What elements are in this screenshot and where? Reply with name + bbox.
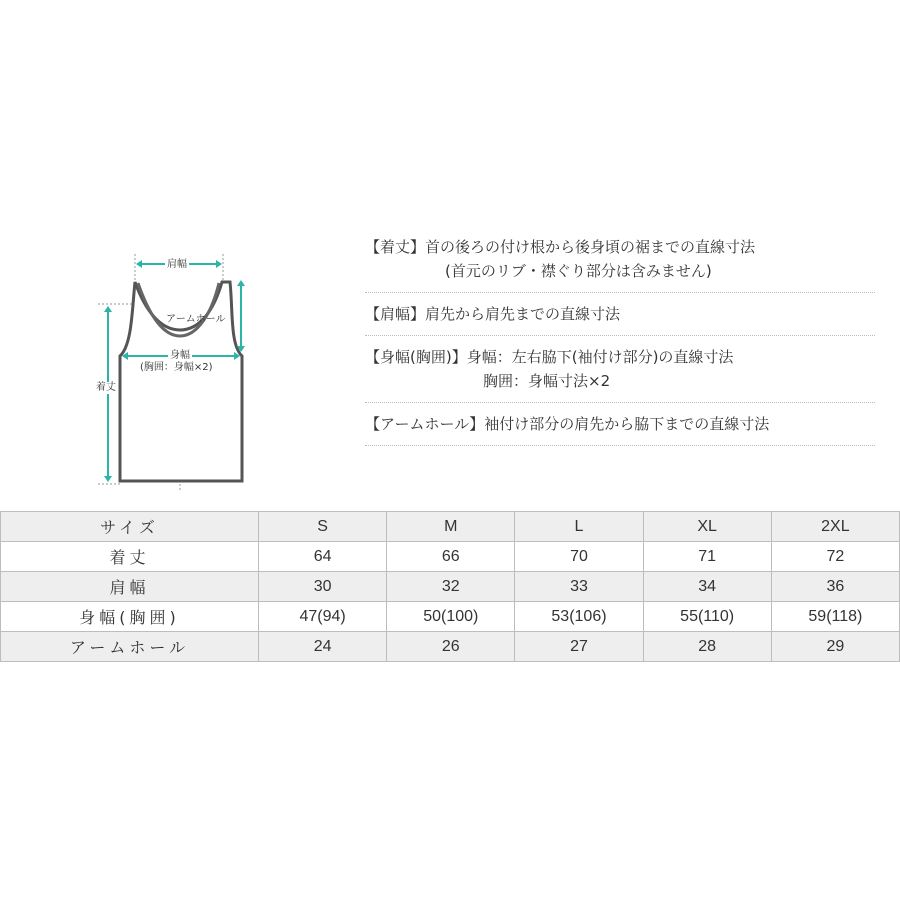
measurement-definitions: [365, 235, 875, 455]
definition-text: 袖付け部分の肩先から脇下までの直線寸法: [484, 415, 770, 433]
armhole-label: アームホール: [166, 314, 226, 325]
arrowhead: [237, 280, 245, 286]
table-cell: 71: [643, 542, 771, 572]
arrowhead: [216, 260, 222, 268]
arrowhead: [104, 476, 112, 482]
table-header-cell: サイズ: [1, 512, 259, 542]
table-header-row: [1, 512, 900, 542]
definition-text: 身幅：左右脇下(袖付け部分)の直線寸法: [466, 348, 734, 366]
definition-text: 首の後ろの付け根から後身頃の裾までの直線寸法: [425, 238, 756, 256]
tank-top-illustration: [90, 250, 260, 500]
table-cell: 32: [387, 572, 515, 602]
table-cell: 29: [771, 632, 899, 662]
arrowhead: [104, 306, 112, 312]
table-cell: 59(118): [771, 602, 899, 632]
tank-top-diagram: [90, 250, 250, 500]
table-row: [1, 572, 900, 602]
table-cell: 72: [771, 542, 899, 572]
table-header-cell: L: [515, 512, 643, 542]
table-header-cell: XL: [643, 512, 771, 542]
definition-term: 【肩幅】: [365, 305, 426, 323]
table-cell: 28: [643, 632, 771, 662]
definition-length: [365, 235, 875, 293]
table-row: [1, 542, 900, 572]
body-width-sub-label: (胸囲：身幅×2): [140, 362, 213, 373]
tank-top-outline: [120, 282, 242, 481]
table-cell: 30: [259, 572, 387, 602]
table-row-label: 着丈: [1, 542, 259, 572]
arrowhead: [136, 260, 142, 268]
definition-text: 肩先から肩先までの直線寸法: [425, 305, 621, 323]
table-cell: 33: [515, 572, 643, 602]
table-cell: 53(106): [515, 602, 643, 632]
table-row: [1, 602, 900, 632]
shoulder-label: 肩幅: [167, 259, 187, 270]
table-header-cell: M: [387, 512, 515, 542]
table-row-label: 肩幅: [1, 572, 259, 602]
table-cell: 70: [515, 542, 643, 572]
table-cell: 26: [387, 632, 515, 662]
definition-text: 胸囲：身幅寸法×2: [483, 372, 611, 390]
table-cell: 55(110): [643, 602, 771, 632]
definition-term: 【着丈】: [365, 238, 426, 256]
table-cell: 66: [387, 542, 515, 572]
table-cell: 64: [259, 542, 387, 572]
definition-body-width: [365, 345, 875, 403]
table-cell: 36: [771, 572, 899, 602]
table-header-cell: 2XL: [771, 512, 899, 542]
definition-term: 【身幅(胸囲)】: [365, 348, 467, 366]
body-width-label: 身幅: [170, 350, 190, 361]
table-cell: 47(94): [259, 602, 387, 632]
size-table: [0, 511, 900, 662]
table-cell: 24: [259, 632, 387, 662]
length-label: 着丈: [96, 382, 116, 393]
definition-armhole: [365, 412, 875, 446]
definition-term: 【アームホール】: [365, 415, 485, 433]
table-row: [1, 632, 900, 662]
table-row-label: アームホール: [1, 632, 259, 662]
definition-shoulder: [365, 302, 875, 336]
table-cell: 27: [515, 632, 643, 662]
table-cell: 50(100): [387, 602, 515, 632]
table-row-label: 身幅(胸囲): [1, 602, 259, 632]
table-cell: 34: [643, 572, 771, 602]
table-header-cell: S: [259, 512, 387, 542]
definition-text: (首元のリブ・襟ぐり部分は含みません): [445, 262, 712, 280]
